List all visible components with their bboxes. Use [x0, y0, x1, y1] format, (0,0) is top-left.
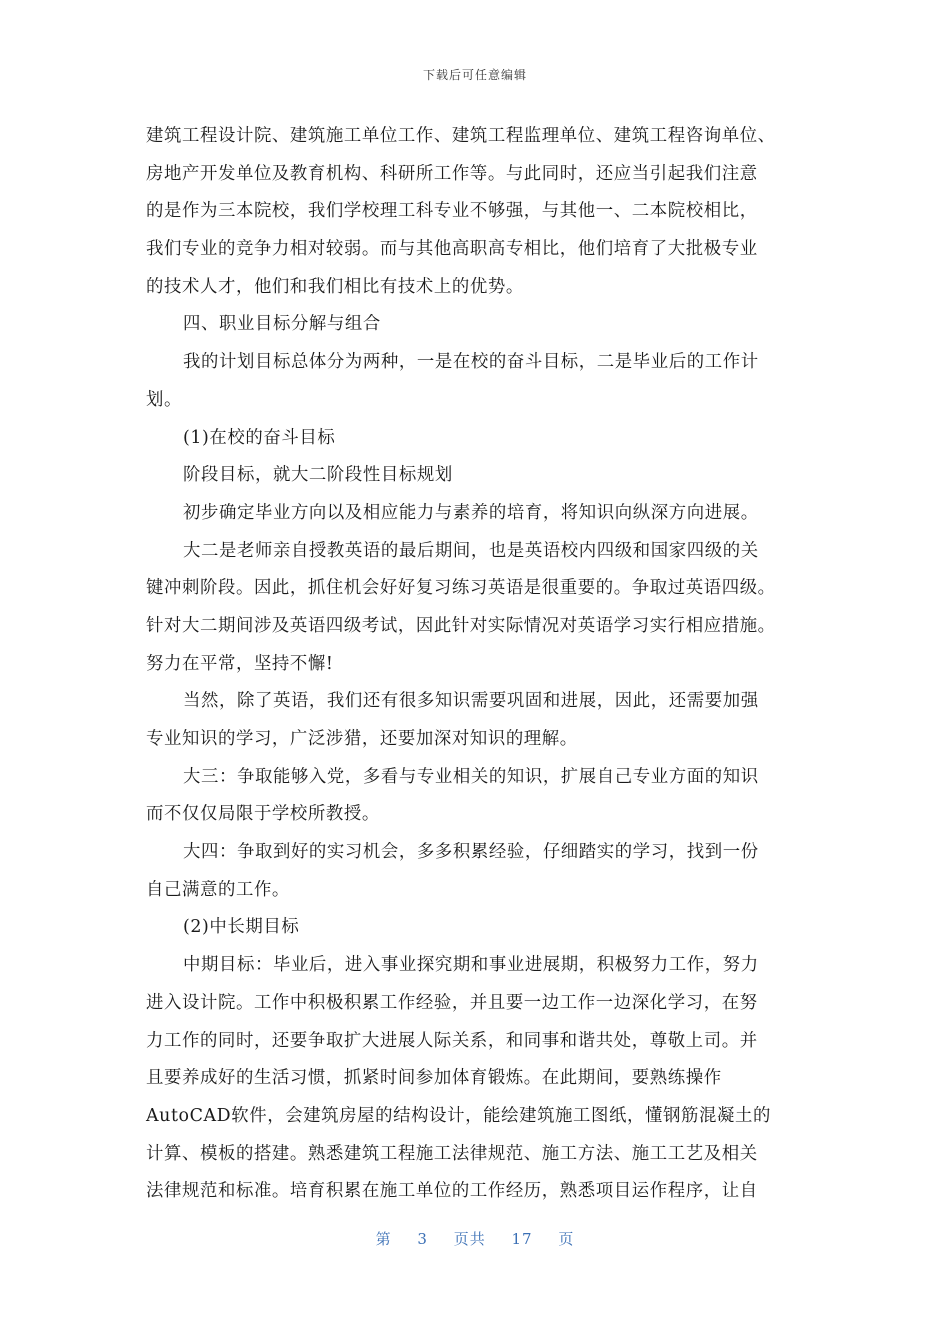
text-line: 针对大二期间涉及英语四级考试，因此针对实际情况对英语学习实行相应措施。 — [146, 615, 776, 636]
text-line: 且要养成好的生活习惯，抓紧时间参加体育锻炼。在此期间，要熟练操作 — [146, 1068, 722, 1089]
text-line: 当然，除了英语，我们还有很多知识需要巩固和进展，因此，还需要加强 — [183, 691, 759, 712]
text-line: 的技术人才，他们和我们相比有技术上的优势。 — [146, 276, 524, 297]
text-line: 努力在平常，坚持不懈! — [146, 653, 334, 674]
page-footer: 第 3 页共 17 页 — [375, 1230, 575, 1248]
text-line: 法律规范和标准。培育积累在施工单位的工作经历，熟悉项目运作程序，让自 — [146, 1181, 758, 1202]
page-header: 下载后可任意编辑 — [422, 68, 527, 82]
text-line: 大三：争取能够入党，多看与专业相关的知识，扩展自己专业方面的知识 — [183, 766, 759, 787]
section-heading: 四、职业目标分解与组合 — [183, 314, 381, 335]
text-line: 而不仅仅局限于学校所教授。 — [146, 804, 380, 825]
subsection-heading: (2)中长期目标 — [183, 917, 300, 938]
subsection-heading: (1)在校的奋斗目标 — [183, 427, 336, 448]
text-line: 划。 — [146, 389, 182, 410]
text-line: 中期目标：毕业后，进入事业探究期和事业进展期，积极努力工作，努力 — [183, 955, 759, 976]
text-line: 初步确定毕业方向以及相应能力与素养的培育，将知识向纵深方向进展。 — [183, 502, 759, 523]
text-line: 力工作的同时，还要争取扩大进展人际关系，和同事和谐共处，尊敬上司。并 — [146, 1030, 758, 1051]
text-line: 自己满意的工作。 — [146, 879, 290, 900]
text-line: 我们专业的竞争力相对较弱。而与其他高职高专相比，他们培育了大批极专业 — [146, 239, 758, 260]
text-line: 大二是老师亲自授教英语的最后期间，也是英语校内四级和国家四级的关 — [183, 540, 759, 561]
text-line: 键冲刺阶段。因此，抓住机会好好复习练习英语是很重要的。争取过英语四级。 — [146, 578, 776, 599]
text-line: 进入设计院。工作中积极积累工作经验，并且要一边工作一边深化学习，在努 — [146, 992, 758, 1013]
text-line: 阶段目标，就大二阶段性目标规划 — [183, 465, 453, 486]
text-line: 建筑工程设计院、建筑施工单位工作、建筑工程监理单位、建筑工程咨询单位、 — [146, 126, 776, 146]
text-line: AutoCAD软件，会建筑房屋的结构设计，能绘建筑施工图纸，懂钢筋混凝土的 — [146, 1105, 771, 1126]
text-line: 计算、模板的搭建。熟悉建筑工程施工法律规范、施工方法、施工工艺及相关 — [146, 1143, 758, 1164]
text-line: 我的计划目标总体分为两种，一是在校的奋斗目标，二是毕业后的工作计 — [183, 352, 759, 373]
text-line: 房地产开发单位及教育机构、科研所工作等。与此同时，还应当引起我们注意 — [146, 163, 758, 184]
text-line: 的是作为三本院校，我们学校理工科专业不够强，与其他一、二本院校相比， — [146, 201, 758, 222]
text-line: 大四：争取到好的实习机会，多多积累经验，仔细踏实的学习，找到一份 — [183, 842, 759, 863]
document-body — [146, 118, 810, 1211]
text-line: 专业知识的学习，广泛涉猎，还要加深对知识的理解。 — [146, 729, 578, 749]
